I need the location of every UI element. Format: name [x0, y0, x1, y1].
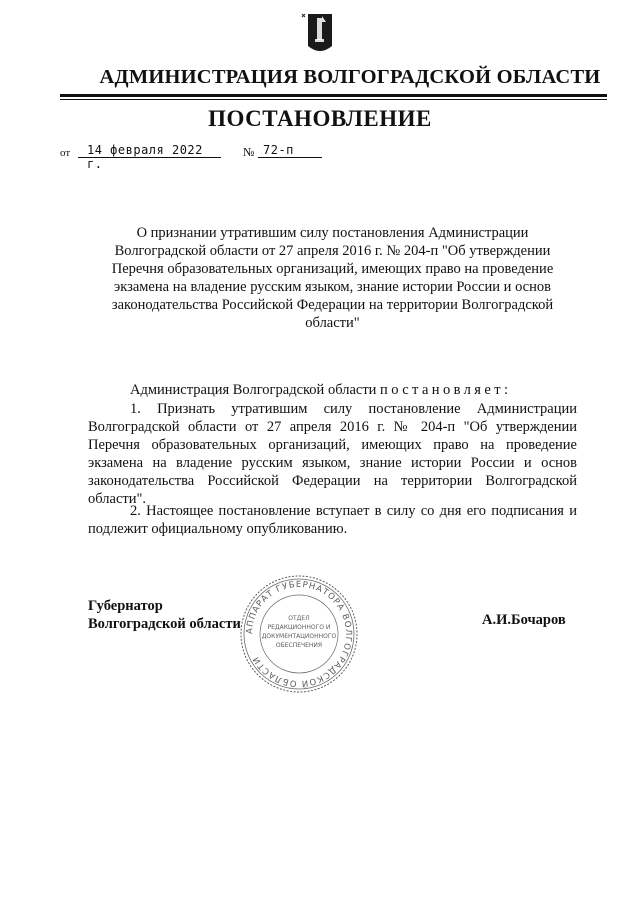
stamp-line-2: РЕДАКЦИОННОГО И — [267, 624, 331, 631]
official-stamp-icon — [238, 573, 360, 695]
document-type-title: ПОСТАНОВЛЕНИЕ — [208, 106, 432, 131]
stamp-line-3: ДОКУМЕНТАЦИОННОГО — [261, 633, 337, 640]
preamble-decree-word: постановляет: — [380, 382, 512, 398]
stamp-line-1: ОТДЕЛ — [288, 615, 310, 622]
number-label: № — [243, 145, 255, 159]
date-field: 14 февраля 2022 г. — [78, 143, 221, 158]
stamp-ring-text: АППАРАТ ГУБЕРНАТОРА ВОЛГОГРАДСКОЙ ОБЛАСТИ — [244, 579, 354, 689]
preamble — [88, 381, 577, 399]
paragraph-2: 2. Настоящее постановление вступает в силу со дня его подписания и подлежит официальному опубликованию. — [88, 503, 577, 537]
signer-title-line-1: Губернатор — [88, 598, 163, 614]
date-label: от — [60, 147, 71, 159]
paragraph-1: 1. Признать утратившим силу постановление Администрации Волгоградской области от 27 апреля 2016 г. № 204-п "Об утверждении Перечня образовательных организаций, имеющих право на проведение экзамена на владение русским языком, знание истории России и основ законодательства Российской Федерации на территории Волгоградской области". — [88, 401, 577, 507]
coat-of-arms-emblem-icon — [300, 10, 340, 56]
number-field: 72-п — [258, 143, 322, 158]
header-rule-thick — [60, 94, 607, 97]
header-rule-thin — [60, 99, 607, 100]
preamble-text: Администрация Волгоградской области — [130, 382, 381, 398]
signer-name: А.И.Бочаров — [482, 612, 566, 628]
stamp-line-4: ОБЕСПЕЧЕНИЯ — [275, 642, 323, 649]
organization-title: АДМИНИСТРАЦИЯ ВОЛГОГРАДСКОЙ ОБЛАСТИ — [99, 66, 601, 88]
signer-title-line-2: Волгоградской области — [88, 616, 241, 632]
document-subject: О признании утратившим силу постановления Администрации Волгоградской области от 27 апреля 2016 г. № 204-п "Об утверждении Перечня образовательных организаций, имеющих право на проведение экзамена на владение русским языком, знание истории России и основ законодательства Российской Федерации на территории Волгоградской области" — [111, 225, 554, 331]
signer-title — [88, 597, 241, 633]
